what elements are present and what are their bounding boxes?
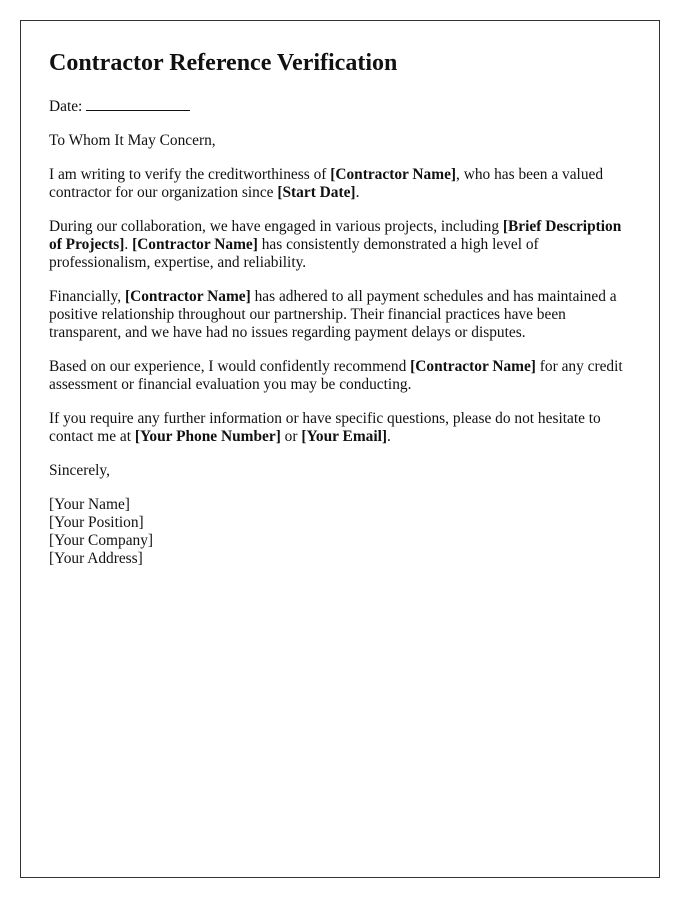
- paragraph-5: [49, 410, 631, 446]
- p2-text-1: During our collaboration, we have engaged in various projects, including: [49, 218, 503, 235]
- closing: Sincerely,: [49, 462, 110, 479]
- p2-text-2: .: [124, 236, 133, 253]
- letter-page: [20, 20, 660, 878]
- paragraph-4: [49, 358, 631, 394]
- date-blank: [86, 97, 190, 111]
- p3-placeholder-contractor-name: [Contractor Name]: [124, 288, 251, 305]
- p2-placeholder-projects: [Brief Description of Projects]: [49, 218, 622, 253]
- p4-placeholder-contractor-name: [Contractor Name]: [410, 358, 536, 375]
- signature-name: [Your Name]: [49, 496, 130, 513]
- salutation: To Whom It May Concern,: [49, 132, 216, 149]
- p1-text-2: , who has been a valued contractor for our organization since: [49, 166, 604, 201]
- p4-text-2: for any credit assessment or financial evaluation you may be conducting.: [49, 358, 623, 393]
- document-title: Contractor Reference Verification: [49, 50, 398, 76]
- p1-text-1: I am writing to verify the creditworthiness of: [49, 166, 331, 183]
- p5-text-2: or: [280, 428, 302, 445]
- p5-text-3: .: [387, 428, 391, 445]
- paragraph-1: [49, 166, 631, 202]
- p5-placeholder-phone: [Your Phone Number]: [134, 428, 281, 445]
- p1-text-3: .: [355, 184, 360, 201]
- paragraph-2: [49, 218, 631, 272]
- paragraph-3: [49, 288, 631, 342]
- signature-block: [49, 496, 631, 568]
- p5-placeholder-email: [Your Email]: [301, 428, 388, 445]
- date-label: Date:: [49, 98, 83, 115]
- p2-text-3: has consistently demonstrated a high level of professionalism, expertise, and reliability.: [49, 236, 539, 271]
- p1-placeholder-contractor-name: [Contractor Name]: [330, 166, 457, 183]
- signature-position: [Your Position]: [49, 514, 144, 531]
- p4-text-1: Based on our experience, I would confidently recommend: [49, 358, 411, 375]
- p2-placeholder-contractor-name: [Contractor Name]: [132, 236, 258, 253]
- date-line: [49, 97, 631, 116]
- p1-placeholder-start-date: [Start Date]: [277, 184, 356, 201]
- signature-company: [Your Company]: [49, 532, 154, 549]
- signature-address: [Your Address]: [49, 550, 143, 567]
- p3-text-1: Financially,: [49, 288, 125, 305]
- p3-text-2: has adhered to all payment schedules and has maintained a positive relationship throughout our partnership. Their financial practices have been transparent, and we have had no issues regarding payment delays or disputes.: [49, 288, 617, 341]
- p5-text-1: If you require any further information or have specific questions, please do not hesitate to contact me at: [49, 410, 601, 445]
